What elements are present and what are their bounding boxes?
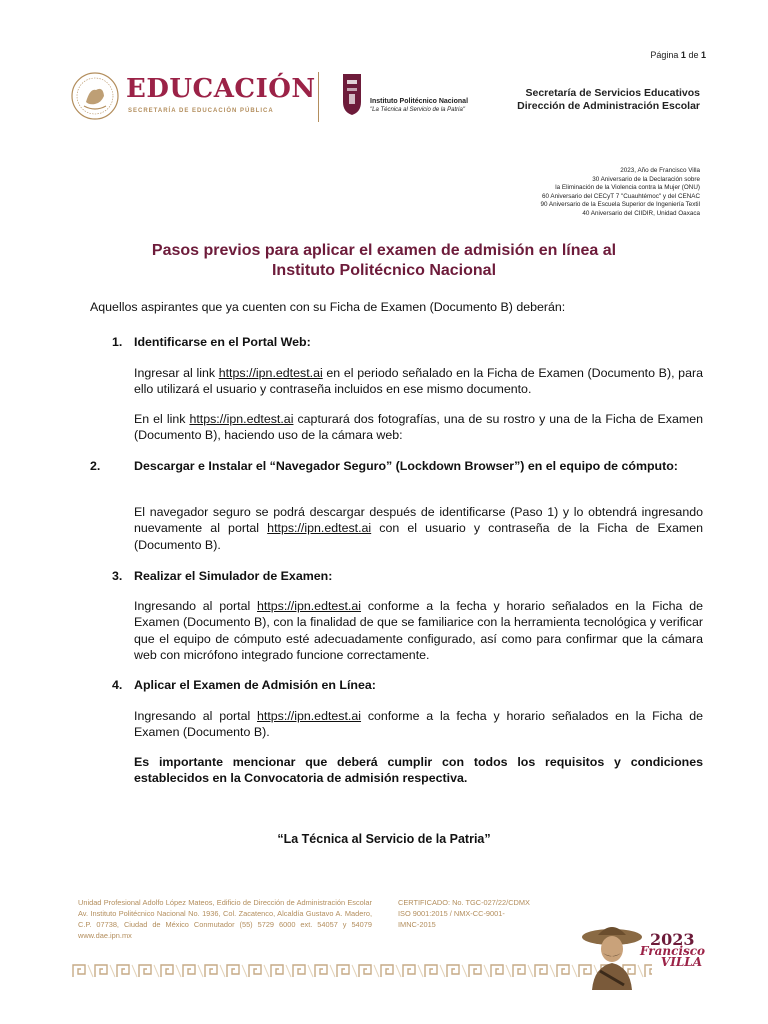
legend-line: 60 Aniversario del CECyT 7 "Cuauhtémoc" y del CENAC [542, 192, 700, 200]
edtest-link[interactable]: https://ipn.edtest.ai [189, 412, 294, 426]
footer-certification [398, 897, 568, 930]
step-number: 2. [90, 459, 101, 473]
legend-line: 2023, Año de Francisco Villa [620, 167, 700, 174]
villa-last-name: VILLA [660, 955, 702, 969]
legend-line: la Eliminación de la Violencia contra la Mujer (ONU) [555, 184, 700, 192]
step-1-paragraph-2 [134, 411, 703, 444]
education-wordmark: EDUCACIÓN [126, 74, 316, 104]
step-1-paragraph-1 [134, 365, 703, 398]
step-3-heading [112, 568, 702, 584]
edtest-link[interactable]: https://ipn.edtest.ai [257, 709, 362, 723]
text: conforme a la fecha y horario señalados en la Ficha de Examen (Documento B), con la finalidad de que se familiarice con la herramienta tecnológica y verificar que el equipo de cómputo esté adecuadamente configurado, así como para confirmar que la cámara web con micrófono integrado funcione correctamente. [134, 599, 703, 662]
villa-year: 2023 [650, 930, 695, 949]
text: En el link [134, 412, 190, 426]
cert-line: CERTIFICADO: No. TGC-027/22/CDMX [398, 898, 530, 907]
page-current: 1 [680, 50, 686, 60]
text: Ingresando al portal [134, 599, 258, 613]
cert-line: IMNC-2015 [398, 920, 436, 929]
step-4-paragraph [134, 708, 703, 741]
step-title: Aplicar el Examen de Admisión en Línea: [134, 678, 376, 692]
text: en el periodo señalado en la Ficha de Examen (Documento B), para ello utilizará el usuario y contraseña incluidos en ese mismo documento. [134, 366, 703, 397]
page-indicator [650, 50, 706, 60]
step-4-heading [112, 677, 702, 693]
page-sep: de [688, 50, 699, 60]
direction-name: Dirección de Administración Escolar [517, 100, 700, 112]
cert-line: ISO 9001:2015 / NMX-CC-9001- [398, 909, 505, 918]
legend-line: 30 Aniversario de la Declaración sobre [592, 175, 700, 183]
ipn-shield-logo [340, 72, 364, 116]
step-title: Realizar el Simulador de Examen: [134, 569, 333, 583]
step-number: 1. [112, 335, 123, 349]
legend-line: 90 Aniversario de la Escuela Superior de Ingeniería Textil [540, 201, 700, 209]
document-title [0, 241, 768, 281]
step-title: Identificarse en el Portal Web: [134, 335, 311, 349]
page-total: 1 [700, 50, 706, 60]
villa-name [640, 944, 706, 969]
decorative-greca-band [72, 962, 652, 980]
edtest-link[interactable]: https://ipn.edtest.ai [218, 366, 323, 380]
text: conforme a la fecha y horario señalados en la Ficha de Examen (Documento B). [134, 709, 703, 740]
footer-address: Unidad Profesional Adolfo López Mateos, Edificio de Dirección de Administración Escolar Av. Instituto Politécnico Nacional No. 1936, Col. Zacatenco, Alcaldía Gustavo A. Madero, C.P. 07738, Ciudad de México Conmutador (55) 5729 6000 ext. 54057 y 54079 www.dae.ipn.mx [78, 898, 372, 940]
ipn-name: Instituto Politécnico Nacional [370, 98, 469, 105]
title-line-1: Pasos previos para aplicar el examen de admisión en línea al [151, 242, 617, 259]
annual-legends [540, 167, 700, 219]
page-prefix: Página [650, 50, 679, 60]
header-divider [318, 72, 319, 122]
edtest-link[interactable]: https://ipn.edtest.ai [257, 599, 362, 613]
step-2-heading [90, 458, 724, 474]
closing-motto: “La Técnica al Servicio de la Patria” [277, 832, 491, 846]
title-line-2: Instituto Politécnico Nacional [271, 262, 497, 279]
step-1-heading [112, 334, 702, 350]
step-number: 3. [112, 569, 123, 583]
step-3-paragraph [134, 598, 703, 663]
important-notice: Es importante mencionar que deberá cumplir con todos los requisitos y condiciones establecidos en la Convocatoria de admisión respectiva. [134, 755, 703, 786]
text: Ingresar al link [134, 366, 219, 380]
step-2-paragraph [134, 504, 703, 553]
edtest-link[interactable]: https://ipn.edtest.ai [267, 521, 372, 536]
text: con el usuario y contraseña de la Ficha de Examen (Documento B). [134, 521, 703, 552]
text: capturará dos fotografías, una de su rostro y una de la Ficha de Examen (Documento B), haciendo uso de la cámara web: [134, 412, 703, 443]
ipn-motto: "La Técnica al Servicio de la Patria" [370, 107, 465, 113]
step-number: 4. [112, 678, 123, 692]
intro-text: Aquellos aspirantes que ya cuenten con su Ficha de Examen (Documento B) deberán: [90, 300, 566, 314]
text: El navegador seguro se podrá descargar después de identificarse (Paso 1) y lo obtendrá ingresando nuevamente al portal [134, 505, 703, 536]
step-title: Descargar e Instalar el “Navegador Seguro” (Lockdown Browser”) en el equipo de cómputo: [134, 459, 678, 473]
national-seal-logo [70, 70, 120, 122]
education-subtitle: SECRETARÍA DE EDUCACIÓN PÚBLICA [128, 108, 274, 114]
villa-first-name: Francisco [640, 944, 706, 958]
legend-line: 40 Aniversario del CIIDIR, Unidad Oaxaca [582, 209, 700, 217]
text: Ingresando al portal [134, 709, 258, 723]
secretariat-name: Secretaría de Servicios Educativos [525, 87, 700, 99]
